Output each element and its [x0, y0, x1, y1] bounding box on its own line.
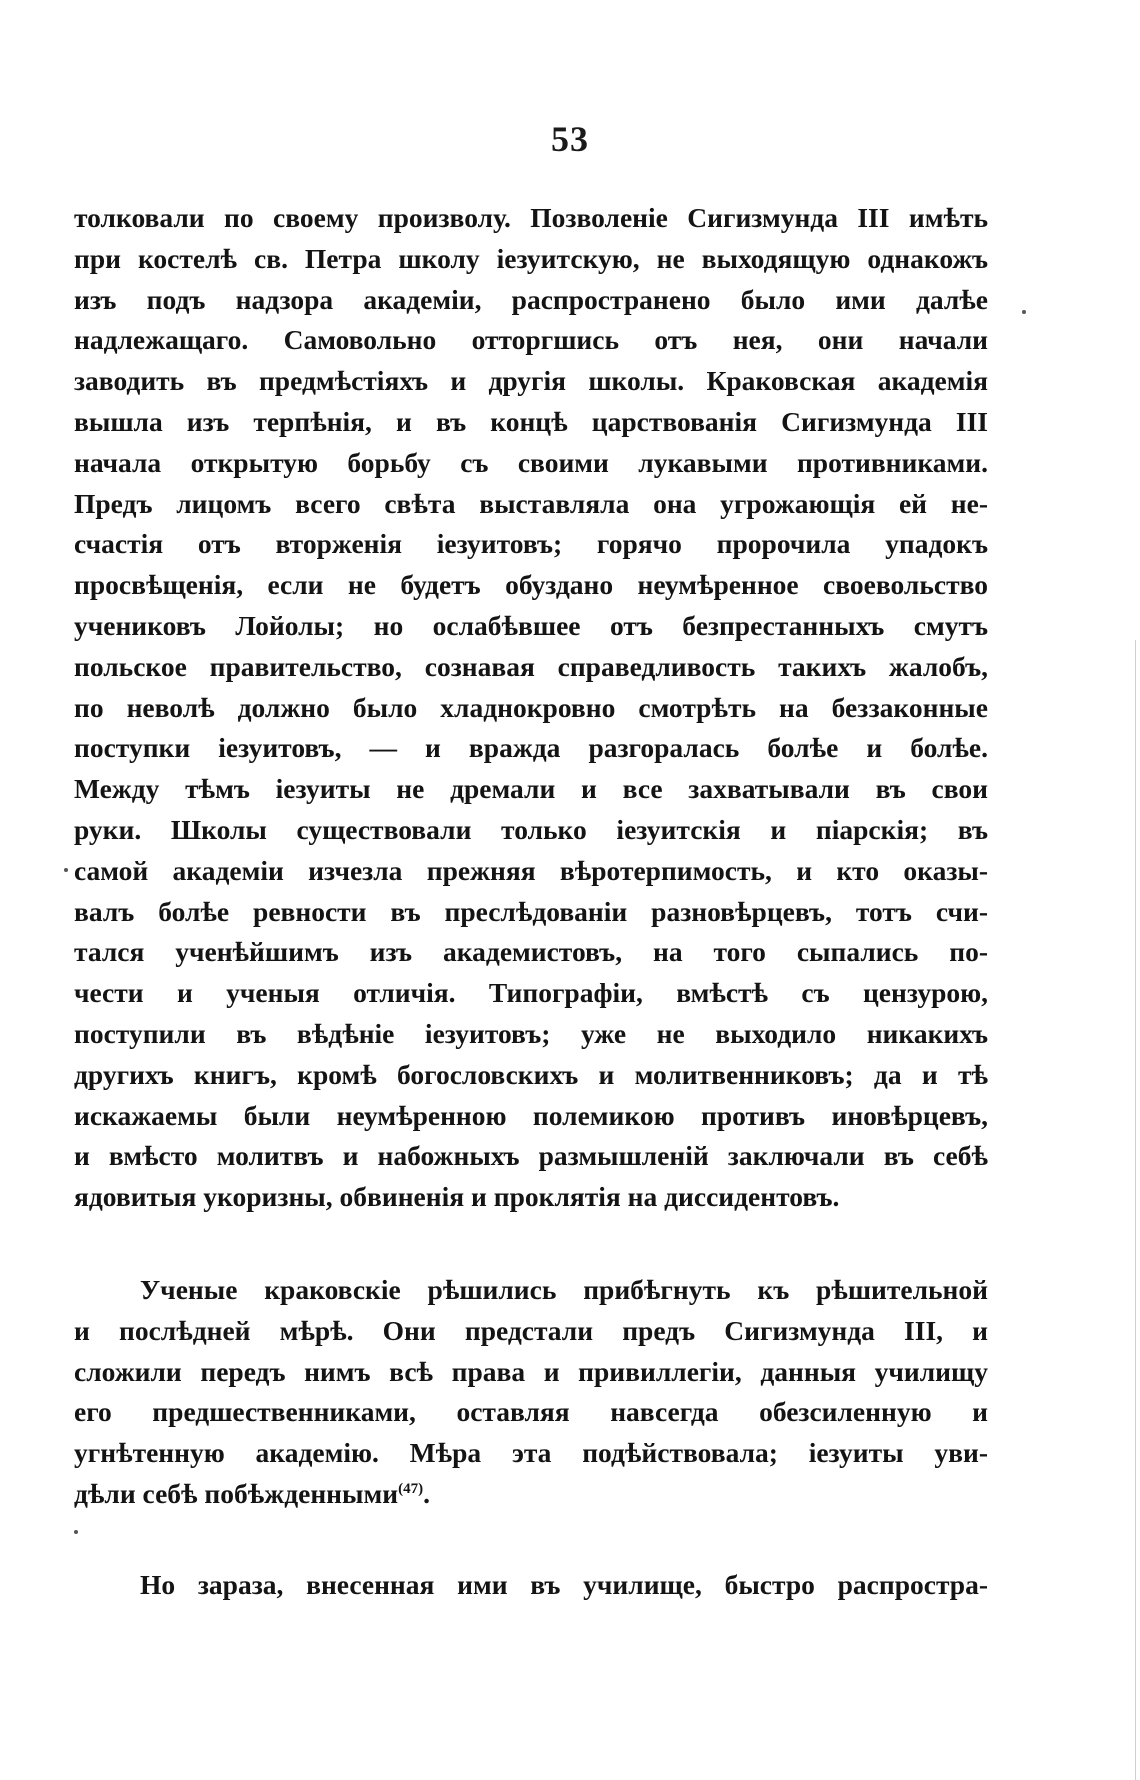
text-line: сложили передъ нимъ всѣ права и привиллегіи, данныя училищу	[74, 1355, 988, 1387]
margin-speck	[74, 1530, 78, 1534]
footnote-reference[interactable]: (47)	[398, 1480, 424, 1497]
paragraph-1	[74, 198, 988, 1218]
text-line: валъ болѣе ревности въ преслѣдованіи разновѣрцевъ, тотъ счи-	[74, 895, 988, 927]
page-number: 53	[551, 119, 589, 159]
margin-speck	[1022, 310, 1026, 314]
text-line: польское правительство, сознавая справедливость такихъ жалобъ,	[74, 650, 988, 682]
text-line: чести и ученыя отличія. Типографіи, вмѣстѣ съ цензурою,	[74, 977, 988, 1009]
text-line: надлежащаго. Самовольно отторгшись отъ нея, они начали	[74, 324, 988, 356]
text-line: и послѣдней мѣрѣ. Они предстали предъ Сигизмунда III, и	[74, 1314, 988, 1346]
text-line: его предшественниками, оставляя навсегда обезсиленную и	[74, 1396, 988, 1428]
text-line: изъ подъ надзора академіи, распространено было ими далѣе	[74, 283, 988, 315]
text-line: дѣли себѣ побѣжденными	[74, 1477, 399, 1509]
page-edge-line	[1135, 640, 1136, 1780]
text-line: Ученые краковскіе рѣшились прибѣгнуть къ рѣшительной	[140, 1274, 988, 1305]
text-line: начала открытую борьбу съ своими лукавыми противниками.	[74, 446, 988, 478]
text-line: поступки іезуитовъ, — и вражда разгоралась болѣе и болѣе.	[74, 732, 988, 764]
text-line: искажаемы были неумѣренною полемикою противъ иновѣрцевъ,	[74, 1099, 988, 1131]
text-line: счастія отъ вторженія іезуитовъ; горячо пророчила упадокъ	[74, 528, 988, 560]
text-line: при костелѣ св. Петра школу іезуитскую, не выходящую однакожъ	[74, 242, 988, 274]
text-line: просвѣщенія, если не будетъ обуздано неумѣренное своевольство	[74, 569, 988, 601]
text-line: заводить въ предмѣстіяхъ и другія школы. Краковская академія	[74, 365, 988, 397]
text-line: Но зараза, внесенная ими въ училище, быстро распростра-	[140, 1569, 988, 1600]
text-line: угнѣтенную академію. Мѣра эта подѣйствовала; іезуиты уви-	[74, 1437, 988, 1469]
text-line: другихъ книгъ, кромѣ богословскихъ и молитвенниковъ; да и тѣ	[74, 1058, 988, 1090]
text-line: поступили въ вѣдѣніе іезуитовъ; уже не выходило никакихъ	[74, 1017, 988, 1049]
text-line: самой академіи изчезла прежняя вѣротерпимость, и кто оказы-	[74, 854, 988, 886]
text-line: тался ученѣйшимъ изъ академистовъ, на того сыпались по-	[74, 936, 988, 968]
sentence-end-mark: .	[423, 1477, 430, 1509]
text-line-final	[74, 1474, 988, 1515]
text-line: по неволѣ должно было хладнокровно смотрѣть на беззаконные	[74, 691, 988, 723]
margin-speck	[64, 868, 68, 872]
text-line: руки. Школы существовали только іезуитскія и піарскія; въ	[74, 813, 988, 845]
text-line: толковали по своему произволу. Позволеніе Сигизмунда III имѣть	[74, 202, 988, 233]
paragraph-3	[74, 1565, 988, 1606]
paragraph-2	[74, 1270, 988, 1515]
text-line: и вмѣсто молитвъ и набожныхъ размышленій заключали въ себѣ	[74, 1140, 988, 1172]
text-line: ядовитыя укоризны, обвиненія и проклятія на диссидентовъ.	[74, 1181, 840, 1213]
text-line: Между тѣмъ іезуиты не дремали и все захватывали въ свои	[74, 773, 988, 805]
text-line: вышла изъ терпѣнія, и въ концѣ царствованія Сигизмунда III	[74, 405, 988, 437]
text-line: Предъ лицомъ всего свѣта выставляла она угрожающія ей не-	[74, 487, 988, 519]
text-line: учениковъ Лойолы; но ослабѣвшее отъ безпрестанныхъ смутъ	[74, 609, 988, 641]
